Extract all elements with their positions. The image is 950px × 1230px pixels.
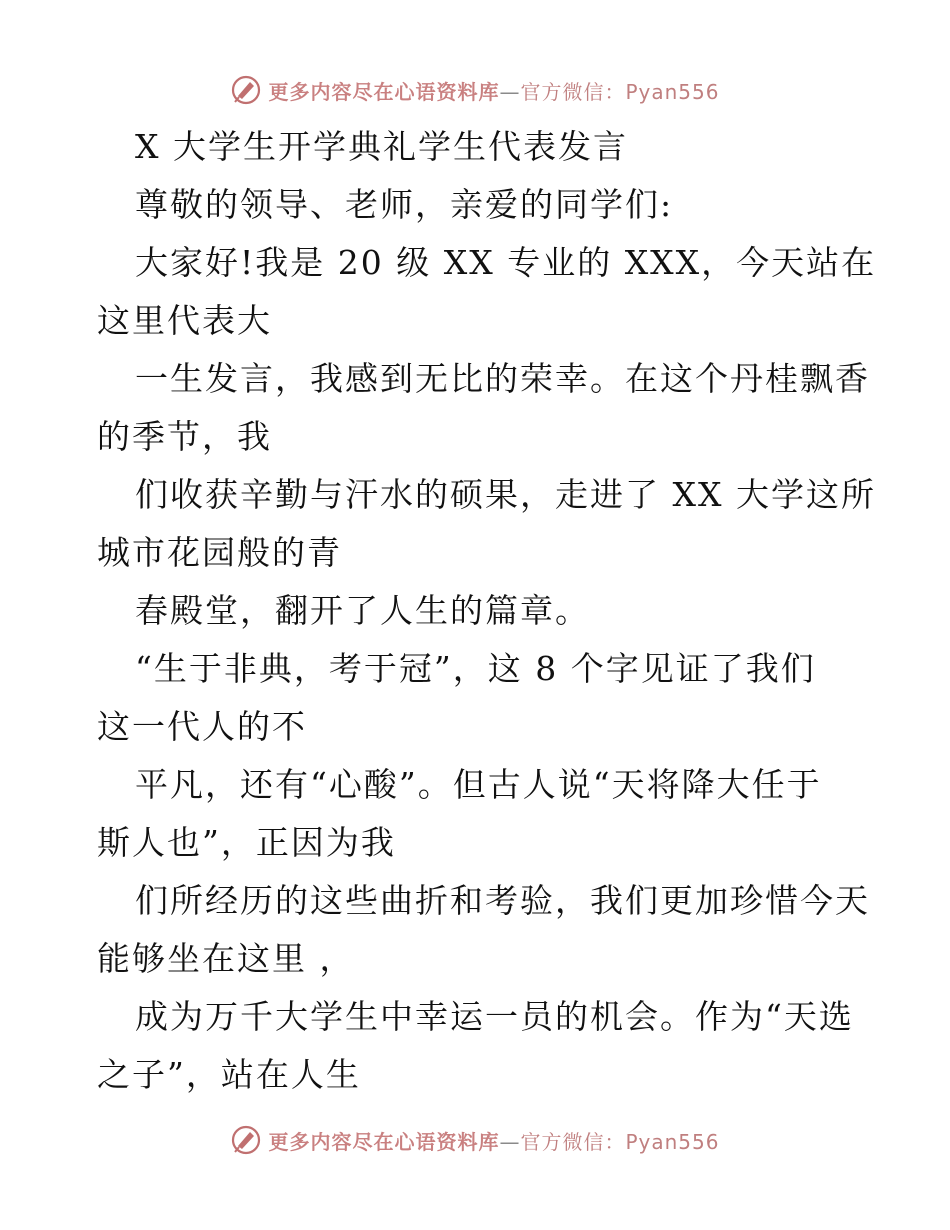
text-line: 之子”，站在人生: [97, 1055, 361, 1094]
banner-text: 更多内容尽在心语资料库—官方微信：Pyan556: [268, 79, 720, 104]
document-body: [97, 124, 877, 1110]
text-line: 们收获辛勤与汗水的硕果，走进了 XX 大学这所: [135, 475, 876, 514]
text-line: “生于非典，考于冠”，这 8 个字见证了我们: [135, 649, 816, 688]
text-line: 平凡，还有“心酸”。但古人说“天将降大任于: [135, 765, 822, 804]
text-line: 一生发言，我感到无比的荣幸。在这个丹桂飘香: [135, 359, 870, 398]
banner-text: 更多内容尽在心语资料库—官方微信：Pyan556: [268, 1129, 720, 1154]
text-line: 能够坐在这里 ，: [97, 939, 355, 978]
header-banner: [0, 70, 950, 110]
pen-nib-logo-icon: [230, 74, 262, 106]
text-line: 春殿堂，翻开了人生的篇章。: [135, 591, 590, 630]
pen-nib-logo-icon: [230, 1124, 262, 1156]
text-line: 城市花园般的青: [97, 533, 342, 572]
text-line: 成为万千大学生中幸运一员的机会。作为“天选: [135, 997, 854, 1036]
text-line: 的季节，我: [97, 417, 272, 456]
text-line: 斯人也”，正因为我: [97, 823, 396, 862]
footer-banner: [0, 1120, 950, 1160]
text-line: 这一代人的不: [97, 707, 307, 746]
text-line: 大家好!我是 20 级 XX 专业的 XXX，今天站在: [135, 243, 877, 282]
text-line: 这里代表大: [97, 301, 272, 340]
salutation: 尊敬的领导、老师，亲爱的同学们:: [135, 185, 674, 224]
document-title: X 大学生开学典礼学生代表发言: [135, 127, 628, 166]
text-line: 们所经历的这些曲折和考验，我们更加珍惜今天: [135, 881, 870, 920]
